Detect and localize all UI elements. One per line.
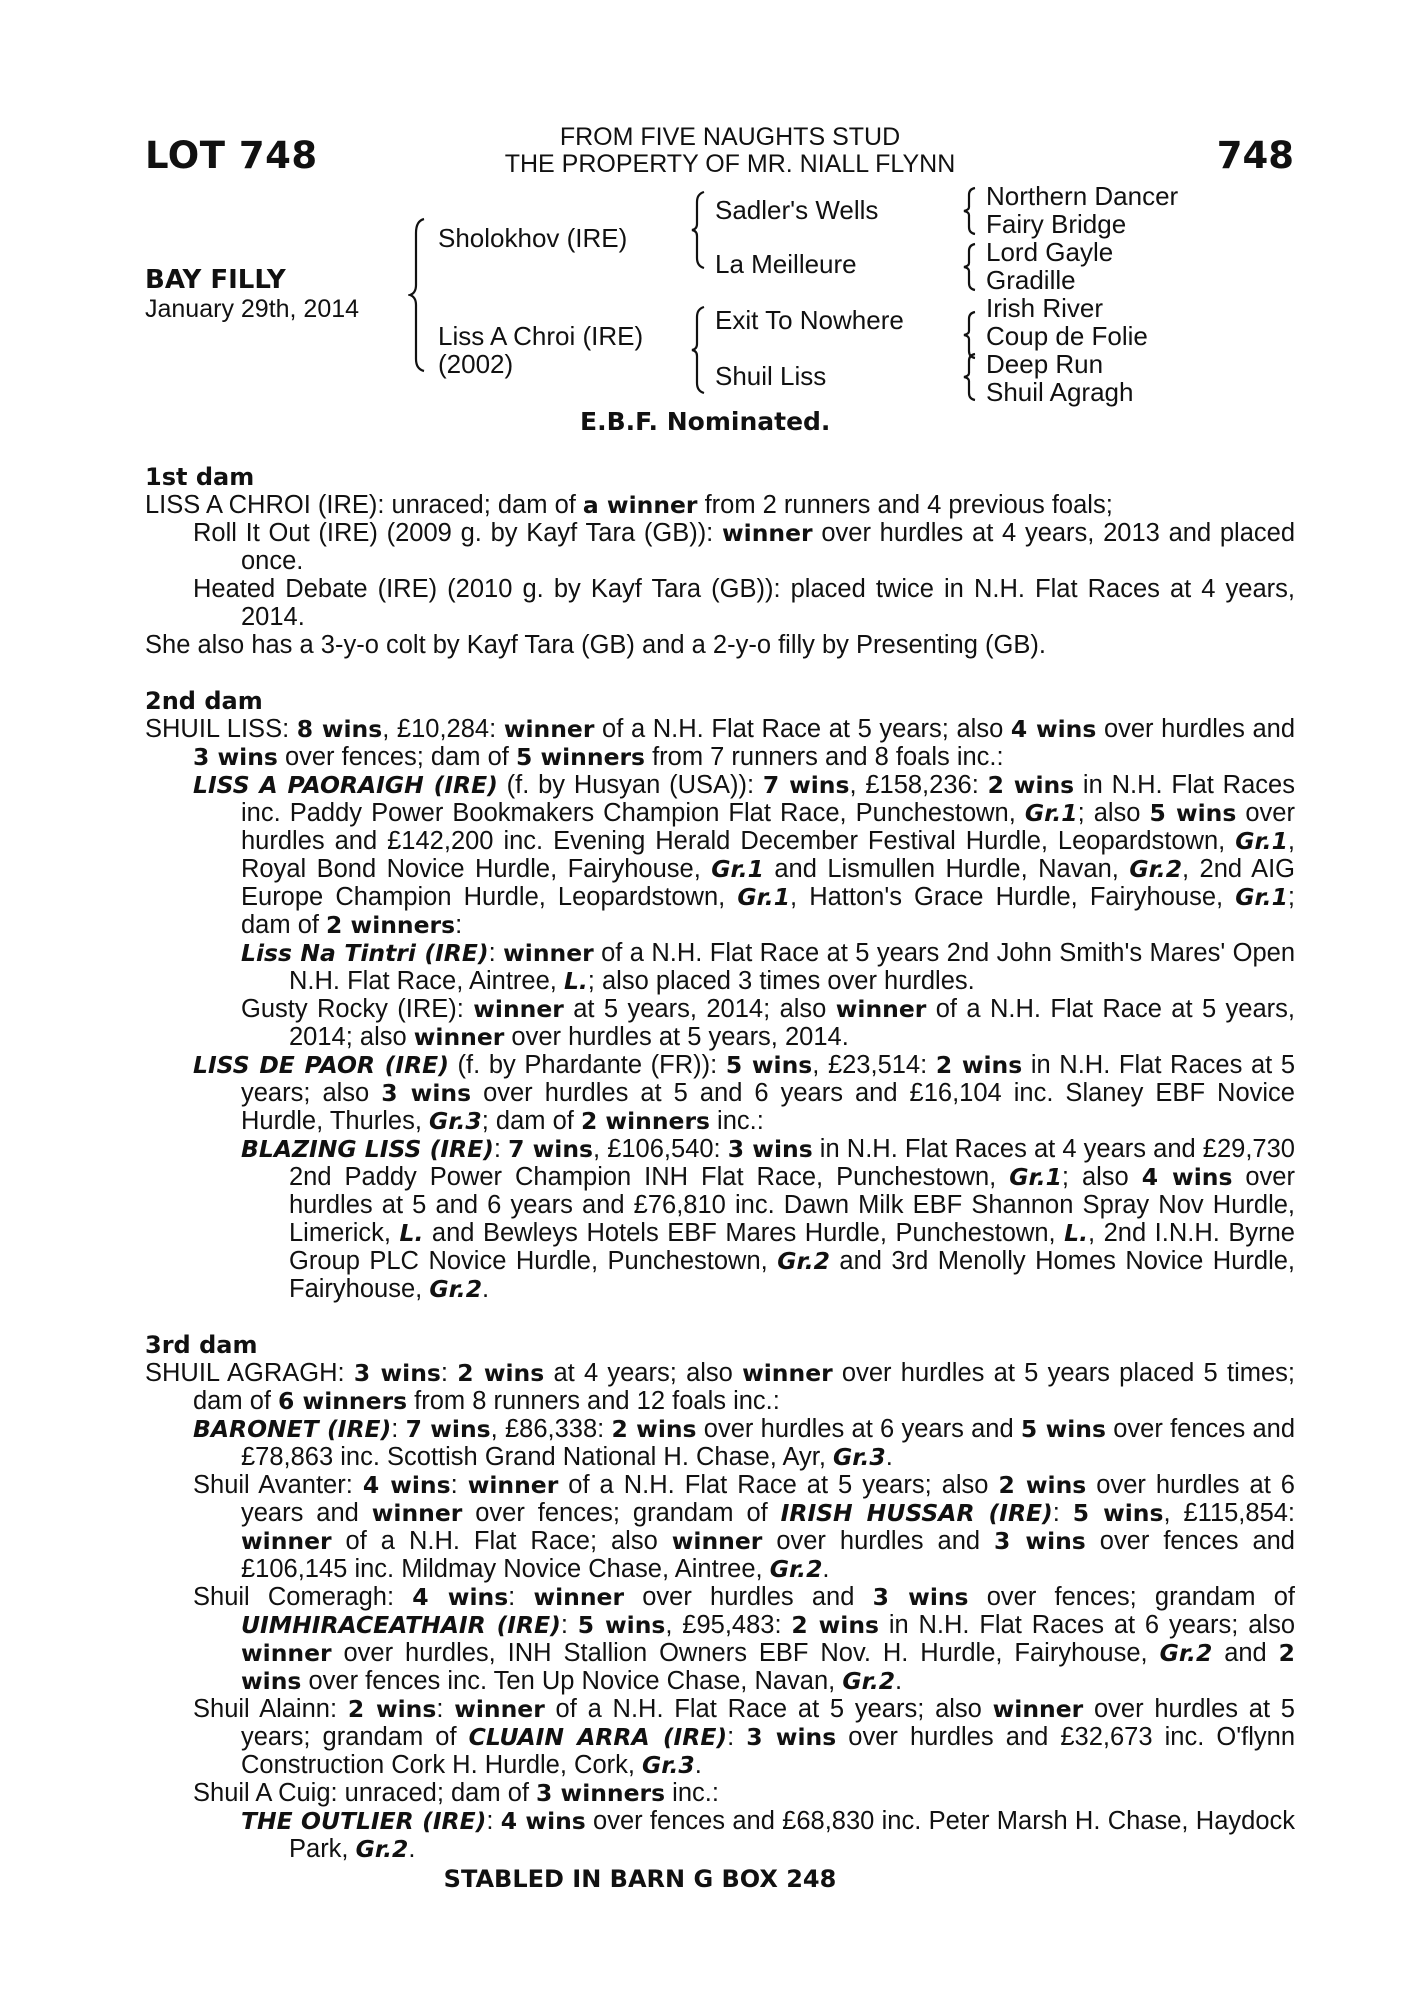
text-run: of a N.H. Flat Race; also [331,1527,672,1555]
text-run: over hurdles at 6 years and [241,1471,1295,1527]
bold-text: 4 wins [1141,1163,1233,1191]
pedigree-entry [145,1051,1295,1135]
pedigree-entry [145,1415,1295,1471]
text-run: . [885,1443,893,1471]
bold-text: 2 wins [241,1639,1295,1695]
bold-text: 5 wins [725,1051,813,1079]
text-run: in N.H. Flat Races at 5 years; also [241,1051,1296,1107]
black-type-text: THE OUTLIER (IRE) [241,1807,487,1835]
text-run: , £106,540: [592,1135,728,1163]
vendor-line-2: THE PROPERTY OF MR. NIALL FLYNN [504,150,956,178]
text-run: in N.H. Flat Races inc. Paddy Power Bookmakers Champion Flat Race, Punchestown, [241,771,1295,827]
text-run: over hurdles at 5 and 6 years and £16,104 inc. Slaney EBF Novice Hurdle, Thurles, [241,1079,1295,1135]
text-run: , £158,236: [849,771,988,799]
pedigree-entry [145,1807,1295,1863]
text-run: inc.: [709,1107,764,1135]
text-run: of a N.H. Flat Race at 5 years 2nd John Smith's Mares' Open N.H. Flat Race, Aintree, [289,939,1296,995]
pedigree-sire-dam: La Meilleure [715,249,857,279]
text-run: and Bewleys Hotels EBF Mares Hurdle, Punchestown, [423,1219,1065,1247]
black-type-text: L. [1064,1219,1089,1247]
text-run: over hurdles at 6 years and [696,1415,1021,1443]
section-gap [145,659,1295,687]
pedigree-gen3-8: Shuil Agragh [986,377,1134,407]
bold-text: 2 wins [998,1471,1087,1499]
black-type-text: Liss Na Tintri (IRE) [241,939,489,967]
text-run: SHUIL LISS: [145,715,297,743]
bold-text: winner [454,1695,545,1723]
text-run: : [560,1611,578,1639]
bold-text: 3 wins [746,1723,837,1751]
text-run: . [822,1555,830,1583]
text-run: over fences inc. Ten Up Novice Chase, Navan, [301,1667,843,1695]
bold-text: winner [241,1527,332,1555]
black-type-text: Gr.3 [642,1751,695,1779]
pedigree-entry [145,1695,1295,1779]
black-type-text: Gr.2 [1159,1639,1213,1667]
text-run: : [450,1471,468,1499]
bold-text: 3 wins [193,743,278,771]
bold-text: 2 winners [580,1107,710,1135]
text-run: of a N.H. Flat Race at 5 years; also [544,1695,993,1723]
text-run: over hurdles at 5 years; grandam of [241,1695,1295,1751]
bold-text: winner [473,995,564,1023]
text-run: from 2 runners and 4 previous foals; [697,491,1113,519]
bold-text: 4 wins [362,1471,451,1499]
bold-text: 5 wins [1020,1415,1106,1443]
black-type-text: Gr.1 [711,855,764,883]
bold-text: winner [371,1499,463,1527]
black-type-text: BLAZING LISS (IRE) [241,1135,494,1163]
bold-text: 2 wins [347,1695,437,1723]
pedigree-gen3-2: Fairy Bridge [986,209,1127,239]
vendor-info [440,124,1020,178]
text-run: , £10,284: [382,715,504,743]
text-run: , £115,854: [1163,1499,1296,1527]
stabling-info: STABLED IN BARN G BOX 248 [443,1865,837,1893]
text-run: : [508,1583,534,1611]
black-type-text: Gr.2 [777,1247,830,1275]
text-run: Gusty Rocky (IRE): [241,995,474,1023]
bold-text: winner [413,1023,505,1051]
lot-label: LOT 748 [145,134,318,177]
text-run: : [488,939,504,967]
text-run: over hurdles, INH Stallion Owners EBF Nov. H. Hurdle, Fairyhouse, [331,1639,1160,1667]
bold-text: 2 wins [935,1051,1023,1079]
text-run: : [1052,1499,1073,1527]
text-run: over hurdles at 5 years placed 5 times; dam of [193,1359,1295,1415]
bold-text: 3 wins [727,1135,813,1163]
produce-record [145,463,1295,1893]
text-run: over hurdles and £32,673 inc. O'flynn Construction Cork H. Hurdle, Cork, [241,1723,1295,1779]
text-run: SHUIL AGRAGH: [145,1359,354,1387]
pedigree-brace-g2 [962,242,980,292]
black-type-text: IRISH HUSSAR (IRE) [780,1499,1053,1527]
bold-text: 3 wins [994,1527,1086,1555]
text-run: . [694,1751,702,1779]
lot-number: 748 [1216,134,1294,177]
bold-text: 4 wins [412,1583,509,1611]
text-run: and Lismullen Hurdle, Navan, [763,855,1130,883]
black-type-text: Gr.1 [1235,827,1288,855]
pedigree-entry [145,631,1295,659]
black-type-text: Gr.2 [769,1555,823,1583]
text-run: of a N.H. Flat Race at 5 years; also [558,1471,999,1499]
pedigree-entry [145,491,1295,519]
bold-text: 2 wins [611,1415,697,1443]
pedigree-entry [145,1359,1295,1415]
pedigree-entry [145,1135,1295,1303]
text-run: (f. by Phardante (FR)): [448,1051,726,1079]
text-run: over fences and £68,830 inc. Peter Marsh H. Chase, Haydock Park, [289,1807,1295,1863]
text-run: Shuil Avanter: [193,1471,363,1499]
black-type-text: L. [563,967,588,995]
text-run: , £23,514: [812,1051,936,1079]
text-run: inc.: [665,1779,719,1807]
bold-text: winner [241,1639,332,1667]
text-run: over hurdles and [1096,715,1295,743]
pedigree-entry [145,1471,1295,1583]
text-run: ; dam of [481,1107,581,1135]
text-run: . [408,1835,416,1863]
text-run: in N.H. Flat Races at 6 years; also [879,1611,1295,1639]
bold-text: 7 wins [508,1135,593,1163]
text-run: and 3rd Menolly Homes Novice Hurdle, Fairyhouse, [289,1247,1295,1303]
pedigree-gen3-6: Coup de Folie [986,321,1148,351]
pedigree-sire-sire: Sadler's Wells [715,195,879,225]
text-run: over fences; dam of [277,743,516,771]
ebf-nomination: E.B.F. Nominated. [580,407,831,436]
pedigree-gen3-7: Deep Run [986,349,1104,379]
vendor-line-1: FROM FIVE NAUGHTS STUD [559,123,901,151]
text-run: . [895,1667,903,1695]
black-type-text: L. [399,1219,424,1247]
horse-description: BAY FILLY [145,265,286,295]
text-run: , 2nd AIG Europe Champion Hurdle, Leopardstown, [241,855,1296,911]
section-gap [145,1303,1295,1331]
black-type-text: Gr.3 [833,1443,886,1471]
pedigree-dam-year: (2002) [438,349,514,379]
text-run: , Hatton's Grace Hurdle, Fairyhouse, [790,883,1236,911]
text-run: over hurdles and [624,1583,873,1611]
section-heading: 3rd dam [145,1331,258,1359]
text-run: over hurdles at 5 and 6 years and £76,810 inc. Dawn Milk EBF Shannon Spray Nov Hurdle, Limerick, [289,1163,1295,1247]
black-type-text: BARONET (IRE) [193,1415,392,1443]
text-run: Roll It Out (IRE) (2009 g. by Kayf Tara (GB)): [193,519,723,547]
text-run: ; also placed 3 times over hurdles. [587,967,975,995]
black-type-text: Gr.1 [1009,1163,1062,1191]
pedigree-entry [145,575,1295,631]
pedigree-entry [145,995,1295,1051]
bold-text: 2 wins [457,1359,545,1387]
bold-text: 5 wins [577,1611,666,1639]
black-type-text: Gr.2 [355,1835,409,1863]
text-run: Shuil Comeragh: [193,1583,413,1611]
pedigree-entry [145,715,1295,771]
pedigree-brace-g4 [962,352,980,402]
bold-text: 3 wins [353,1359,441,1387]
pedigree-entry [145,519,1295,575]
bold-text: 7 wins [762,771,850,799]
text-run: (f. by Husyan (USA)): [497,771,763,799]
bold-text: 7 wins [405,1415,491,1443]
black-type-text: Gr.2 [842,1667,896,1695]
text-run: of a N.H. Flat Race at 5 years, 2014; also [289,995,1295,1051]
bold-text: winner [503,715,595,743]
pedigree-gen3-3: Lord Gayle [986,237,1114,267]
section-heading: 1st dam [145,463,255,491]
text-run: : [436,1695,455,1723]
bold-text: 3 winners [536,1779,666,1807]
text-run: over hurdles and [762,1527,995,1555]
pedigree-brace-g1 [962,186,980,236]
bold-text: 5 wins [1149,799,1237,827]
pedigree-brace-dam [690,305,710,395]
pedigree-dam-sire: Exit To Nowhere [715,305,904,335]
bold-text: 4 wins [500,1807,586,1835]
text-run: , Royal Bond Novice Hurdle, Fairyhouse, [241,827,1295,883]
text-run: : [727,1723,747,1751]
text-run: LISS A CHROI (IRE): unraced; dam of [145,491,583,519]
bold-text: winner [533,1583,625,1611]
text-run: Heated Debate (IRE) (2010 g. by Kayf Tara (GB)): placed twice in N.H. Flat Races at 4 years, 2014. [193,575,1295,631]
text-run: : [391,1415,406,1443]
text-run: and [1212,1639,1279,1667]
text-run: over fences and £78,863 inc. Scottish Grand National H. Chase, Ayr, [241,1415,1296,1471]
text-run: : [486,1807,501,1835]
pedigree-entry [145,1779,1295,1807]
bold-text: winner [742,1359,833,1387]
text-run: , 2nd I.N.H. Byrne Group PLC Novice Hurdle, Punchestown, [289,1219,1295,1275]
bold-text: a winner [582,491,698,519]
text-run: at 5 years, 2014; also [563,995,836,1023]
text-run: . [482,1275,490,1303]
pedigree-entry [145,1583,1295,1695]
pedigree-dam: Liss A Chroi (IRE) [438,321,644,351]
pedigree-gen3-4: Gradille [986,265,1076,295]
bold-text: 4 wins [1010,715,1097,743]
text-run: at 4 years; also [544,1359,743,1387]
text-run: of a N.H. Flat Race at 5 years; also [594,715,1011,743]
section-heading: 2nd dam [145,687,263,715]
bold-text: 8 wins [296,715,383,743]
pedigree-brace-main [408,215,430,375]
pedigree-entry [145,939,1295,995]
text-run: over hurdles and £142,200 inc. Evening Herald December Festival Hurdle, Leopardstown, [241,799,1295,855]
text-run: over fences; grandam of [968,1583,1295,1611]
text-run: over fences; grandam of [462,1499,781,1527]
text-run: over fences and £106,145 inc. Mildmay Novice Chase, Aintree, [241,1527,1295,1583]
bold-text: 6 winners [278,1387,408,1415]
text-run: : [440,1359,458,1387]
black-type-text: Gr.2 [1129,855,1183,883]
foaling-date: January 29th, 2014 [145,295,360,323]
pedigree-dam-dam: Shuil Liss [715,361,827,391]
black-type-text: LISS A PAORAIGH (IRE) [193,771,498,799]
bold-text: winner [722,519,813,547]
bold-text: 5 wins [1072,1499,1164,1527]
pedigree-gen3-1: Northern Dancer [986,181,1179,211]
black-type-text: Gr.1 [737,883,791,911]
text-run: from 8 runners and 12 foals inc.: [407,1387,780,1415]
bold-text: 5 winners [515,743,645,771]
bold-text: 2 winners [326,911,456,939]
bold-text: 2 wins [987,771,1075,799]
bold-text: 2 wins [791,1611,879,1639]
text-run: over hurdles at 5 years, 2014. [504,1023,849,1051]
black-type-text: Gr.3 [429,1107,482,1135]
text-run: ; also [1061,1163,1142,1191]
text-run: ; dam of [241,883,1295,939]
text-run: Shuil A Cuig: unraced; dam of [193,1779,537,1807]
text-run: : [493,1135,509,1163]
black-type-text: CLUAIN ARRA (IRE) [468,1723,728,1751]
text-run: over hurdles at 4 years, 2013 and placed once. [241,519,1295,575]
black-type-text: Gr.2 [429,1275,483,1303]
pedigree-gen3-5: Irish River [986,293,1104,323]
pedigree-brace-sire [690,190,710,270]
text-run: , £86,338: [490,1415,612,1443]
bold-text: winner [503,939,594,967]
pedigree-entry [145,771,1295,939]
text-run: Shuil Alainn: [193,1695,348,1723]
bold-text: winner [835,995,927,1023]
text-run: , £95,483: [665,1611,792,1639]
pedigree-sire: Sholokhov (IRE) [438,223,628,253]
bold-text: 3 wins [381,1079,472,1107]
text-run: from 7 runners and 8 foals inc.: [645,743,1004,771]
bold-text: winner [671,1527,763,1555]
bold-text: winner [467,1471,559,1499]
bold-text: 3 wins [872,1583,969,1611]
text-run: She also has a 3-y-o colt by Kayf Tara (GB) and a 2-y-o filly by Presenting (GB). [145,631,1046,659]
black-type-text: Gr.1 [1024,799,1078,827]
text-run: ; also [1077,799,1150,827]
text-run: : [455,911,463,939]
bold-text: winner [992,1695,1084,1723]
text-run: in N.H. Flat Races at 4 years and £29,730 2nd Paddy Power Champion INH Flat Race, Punchestown, [289,1135,1295,1191]
black-type-text: LISS DE PAOR (IRE) [193,1051,449,1079]
black-type-text: Gr.1 [1235,883,1288,911]
black-type-text: UIMHIRACEATHAIR (IRE) [241,1611,561,1639]
